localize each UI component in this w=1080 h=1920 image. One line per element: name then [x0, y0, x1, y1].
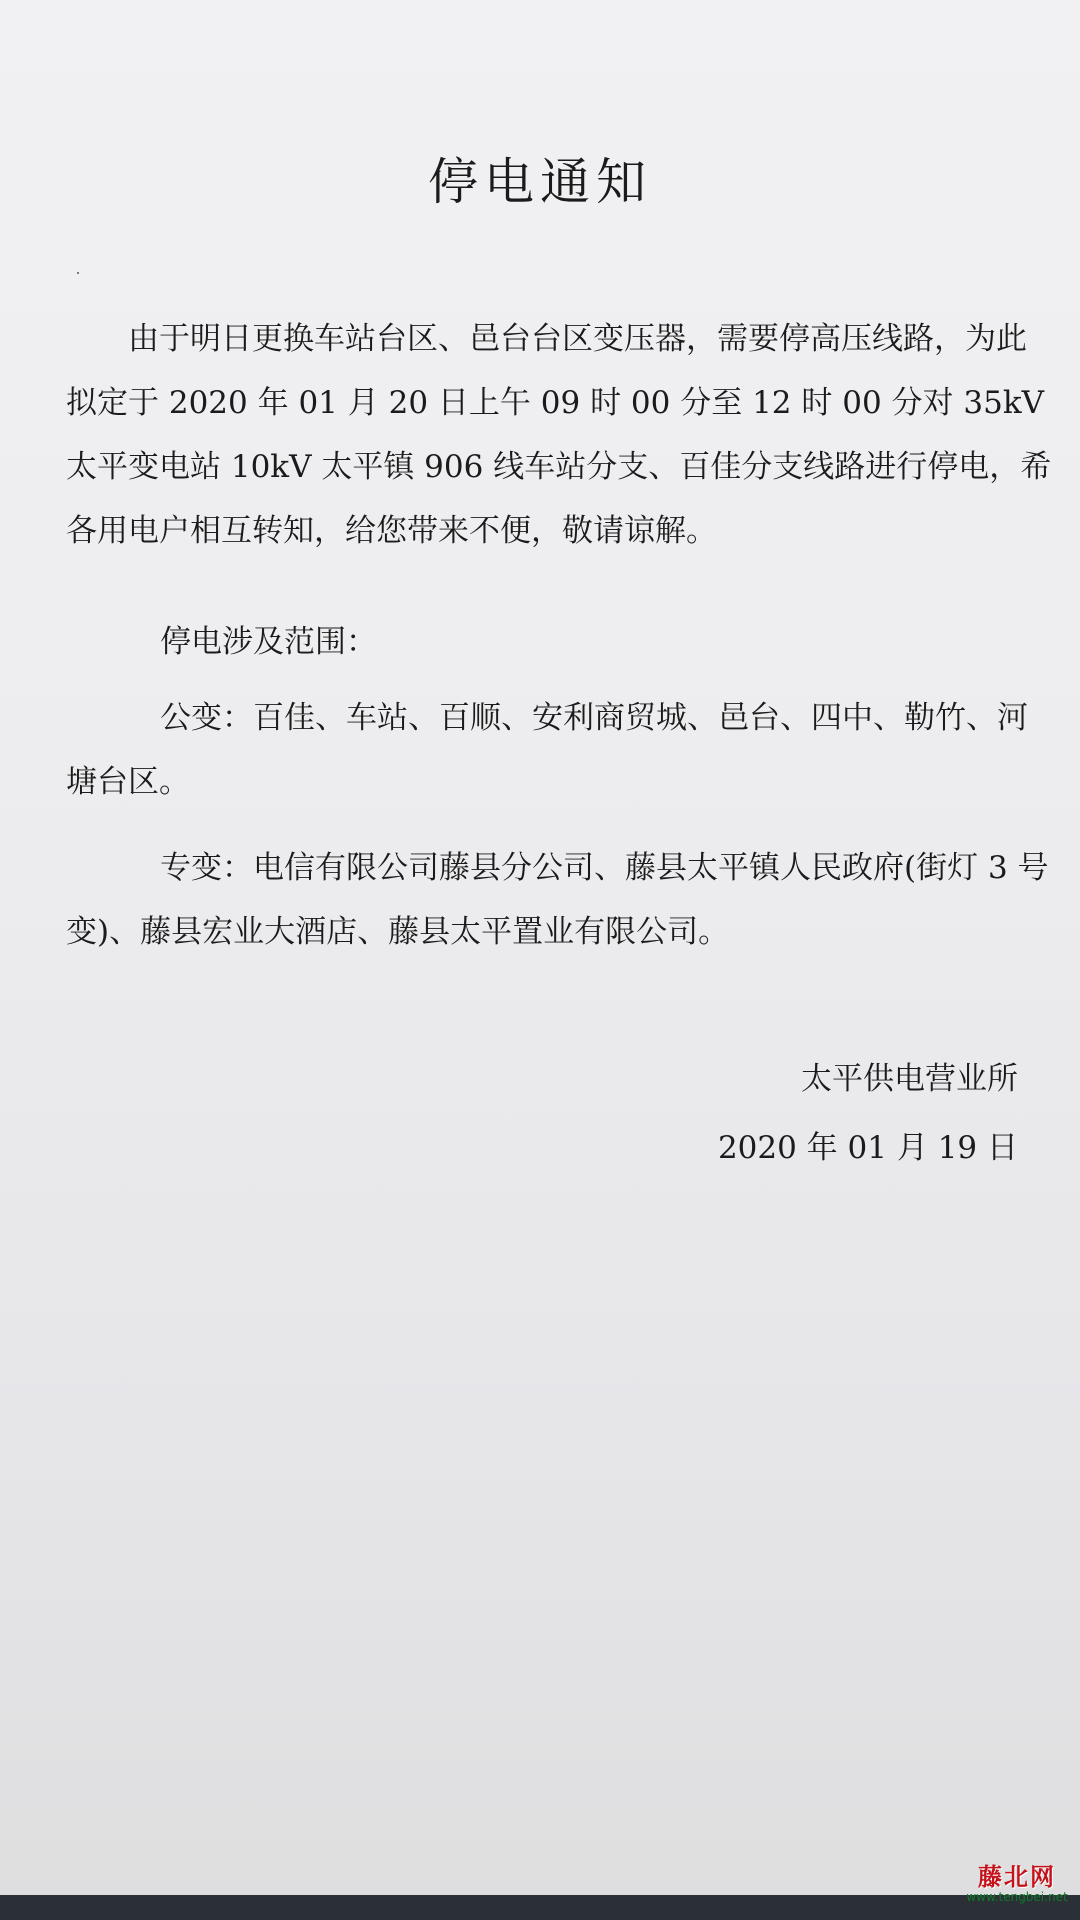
paper-speck [77, 272, 79, 274]
public-transformers-list: 公变：百佳、车站、百顺、安利商贸城、邑台、四中、勒竹、河塘台区。 [66, 700, 1028, 800]
signature-organization: 太平供电营业所 [801, 1061, 1018, 1097]
watermark-url: www.tengbei.net [966, 1890, 1068, 1904]
desk-background [0, 1895, 1080, 1920]
scope-heading: 停电涉及范围： [160, 624, 377, 660]
notice-paragraph-main: 由于明日更换车站台区、邑台台区变压器，需要停高压线路，为此拟定于 2020 年 01 月 20 日上午 09 时 00 分至 12 时 00 分对 35kV 太平变电站 10kV 太平镇 906 线车站分支、百佳分支线路进行停电，希各用电户相互转知，给您带来不便，敬请谅解。 [66, 321, 1052, 549]
notice-title: 停电通知 [428, 153, 652, 211]
signature-date: 2020 年 01 月 19 日 [717, 1130, 1018, 1166]
site-watermark [962, 1864, 1072, 1904]
dedicated-transformers-list: 专变：电信有限公司藤县分公司、藤县太平镇人民政府(街灯 3 号变)、藤县宏业大酒店、藤县太平置业有限公司。 [66, 850, 1049, 950]
watermark-name: 藤北网 [978, 1862, 1056, 1891]
